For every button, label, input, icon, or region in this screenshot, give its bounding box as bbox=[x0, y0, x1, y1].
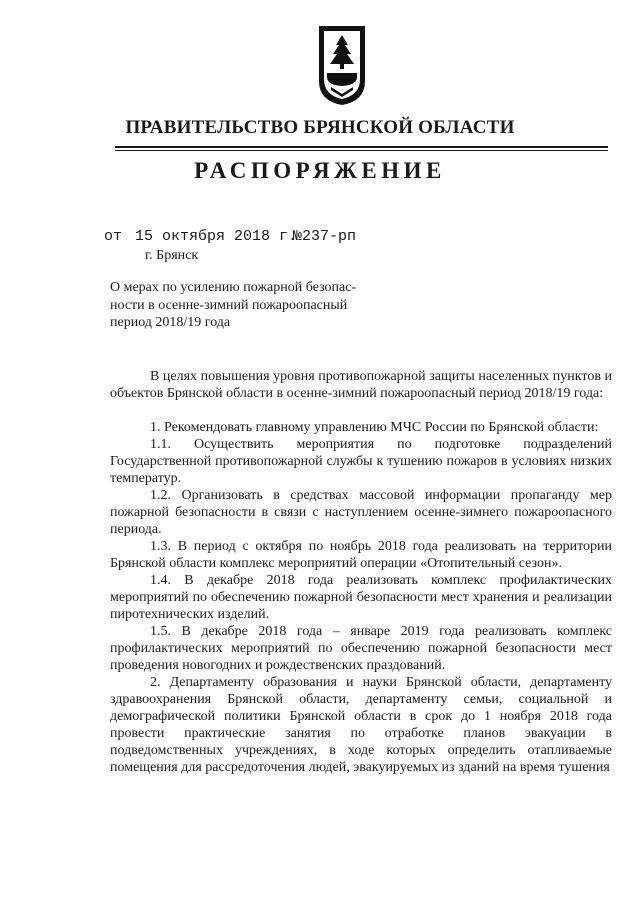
document-subject bbox=[110, 279, 356, 332]
document-date: 15 октября 2018 г. bbox=[135, 228, 298, 245]
clause-1-3: 1.3. В период с октября по ноябрь 2018 года реализовать на территории Брянской области комплекс мероприятий операции «Отопительный сезон». bbox=[110, 539, 612, 571]
subject-line: период 2018/19 года bbox=[110, 315, 231, 330]
subject-line: О мерах по усилению пожарной безопас- bbox=[110, 280, 357, 295]
clause-1-1: 1.1. Осуществить мероприятия по подготовке подразделений Государственной противопожарной службы к тушению пожаров в условиях низких температур. bbox=[110, 437, 612, 486]
clause-1-4: 1.4. В декабре 2018 года реализовать комплекс профилактических мероприятий по обеспечению пожарной безопасности мест хранения и реализации пиротехнических изделий. bbox=[110, 573, 612, 622]
document-place: г. Брянск bbox=[145, 248, 199, 263]
coat-of-arms-icon bbox=[316, 23, 368, 107]
clause-1-2: 1.2. Организовать в средствах массовой информации пропаганду мер пожарной безопасности в связи с наступлением осенне-зимнего пожароопасного периода. bbox=[110, 488, 612, 537]
preamble-paragraph: В целях повышения уровня противопожарной защиты населенных пунктов и объектов Брянской области в осенне-зимний пожароопасный период 2018/19 года: bbox=[110, 369, 612, 401]
clause-1-5: 1.5. В декабре 2018 года – январе 2019 года реализовать комплекс профилактических мероприятий по обеспечению пожарной безопасности мест проведения новогодних и рождественских праздований. bbox=[110, 624, 612, 673]
header-divider-thin bbox=[115, 150, 608, 151]
clause-1: 1. Рекомендовать главному управлению МЧС России по Брянской области: bbox=[150, 420, 599, 435]
date-prefix: от bbox=[104, 228, 123, 245]
document-body bbox=[110, 368, 612, 776]
subject-line: ности в осенне-зимний пожароопасный bbox=[110, 297, 348, 313]
organization-title: ПРАВИТЕЛЬСТВО БРЯНСКОЙ ОБЛАСТИ bbox=[125, 117, 515, 138]
header-divider-thick bbox=[115, 146, 608, 148]
clause-2: 2. Департаменту образования и науки Брянской области, департаменту здравоохранения Брянской области, департаменту семьи, социальной и демографической политики Брянской области в срок до 1 ноября 2018 года провести практические занятия по отработке планов эвакуации в подведомственных учреждениях, в ходе которых определить отапливаемые помещения для рассредоточения людей, эвакуируемых из зданий на время тушения bbox=[110, 675, 612, 775]
document-number: №237-рп bbox=[293, 228, 357, 245]
document-type-title: РАСПОРЯЖЕНИЕ bbox=[194, 158, 446, 183]
